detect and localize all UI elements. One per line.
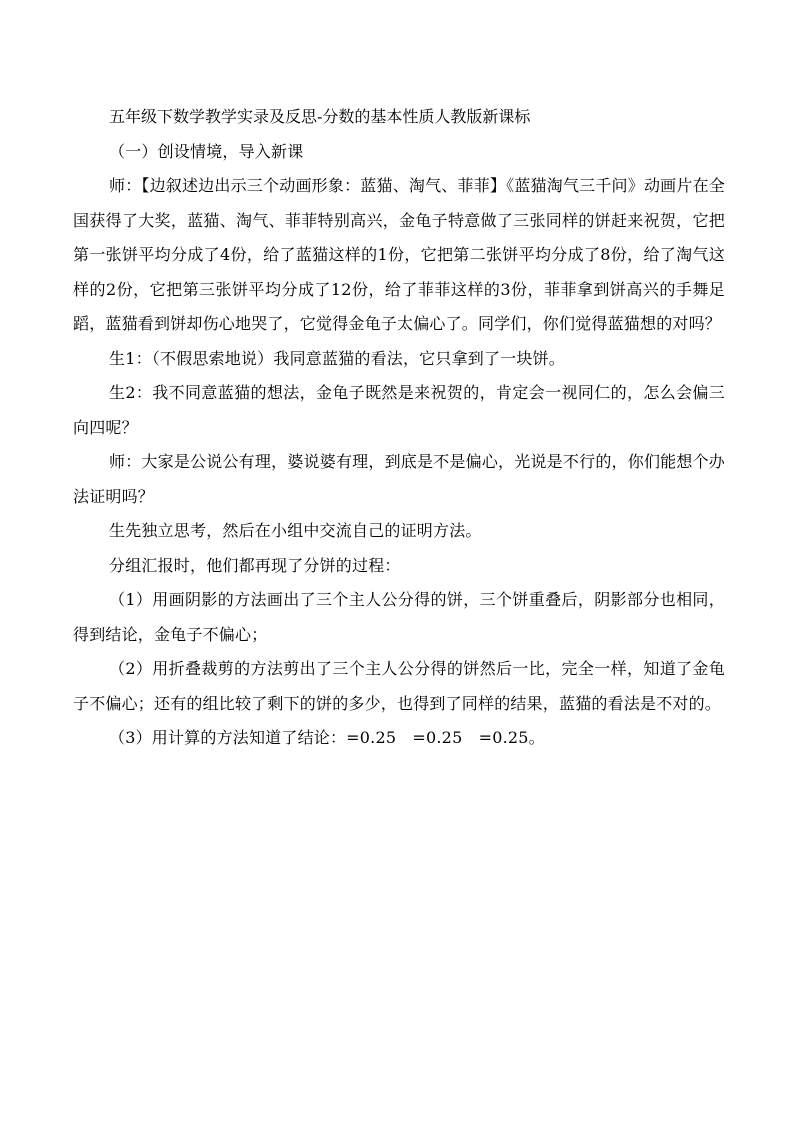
paragraph-method-3: （3）用计算的方法知道了结论：=0.25 =0.25 =0.25。 [109, 728, 545, 747]
paragraph-group-report: 分组汇报时，他们都再现了分饼的过程： [109, 555, 401, 575]
paragraph-teacher-question: 师：大家是公说公有理，婆说婆有理，到底是不是偏心，光说是不行的，你们能想个办法证明吗？ [73, 452, 725, 506]
paragraph-method-2: （2）用折叠裁剪的方法剪出了三个主人公分得的饼然后一比，完全一样，知道了金龟子不偏心；还有的组比较了剩下的饼的多少，也得到了同样的结果，蓝猫的看法是不对的。 [73, 659, 725, 713]
paragraph-student-think: 生先独立思考，然后在小组中交流自己的证明方法。 [109, 521, 482, 540]
paragraph-student-2: 生2：我不同意蓝猫的想法，金龟子既然是来祝贺的，肯定会一视同仁的，怎么会偏三向四呢？ [73, 383, 725, 437]
paragraph-student-1: 生1：（不假思索地说）我同意蓝猫的看法，它只拿到了一块饼。 [109, 348, 565, 368]
document-body [73, 100, 725, 756]
paragraph-teacher-intro: 师：【边叙述边出示三个动画形象：蓝猫、淘气、菲菲】《蓝猫淘气三千问》动画片在全国获得了大奖，蓝猫、淘气、菲菲特别高兴，金龟子特意做了三张同样的饼赶来祝贺，它把第一张饼平均分成了4份，给了蓝猫这样的1份，它把第二张饼平均分成了8份，给了淘气这样的2份，它把第三张饼平均分成了12份，给了菲菲这样的3份，菲菲拿到饼高兴的手舞足蹈，蓝猫看到饼却伤心地哭了，它觉得金龟子太偏心了。同学们，你们觉得蓝猫想的对吗？ [73, 176, 725, 333]
section-heading: （一）创设情境，导入新课 [109, 141, 304, 161]
document-title: 五年级下数学教学实录及反思-分数的基本性质人教版新课标 [109, 107, 531, 126]
paragraph-method-1: （1）用画阴影的方法画出了三个主人公分得的饼，三个饼重叠后，阴影部分也相同，得到结论，金龟子不偏心； [73, 590, 725, 644]
